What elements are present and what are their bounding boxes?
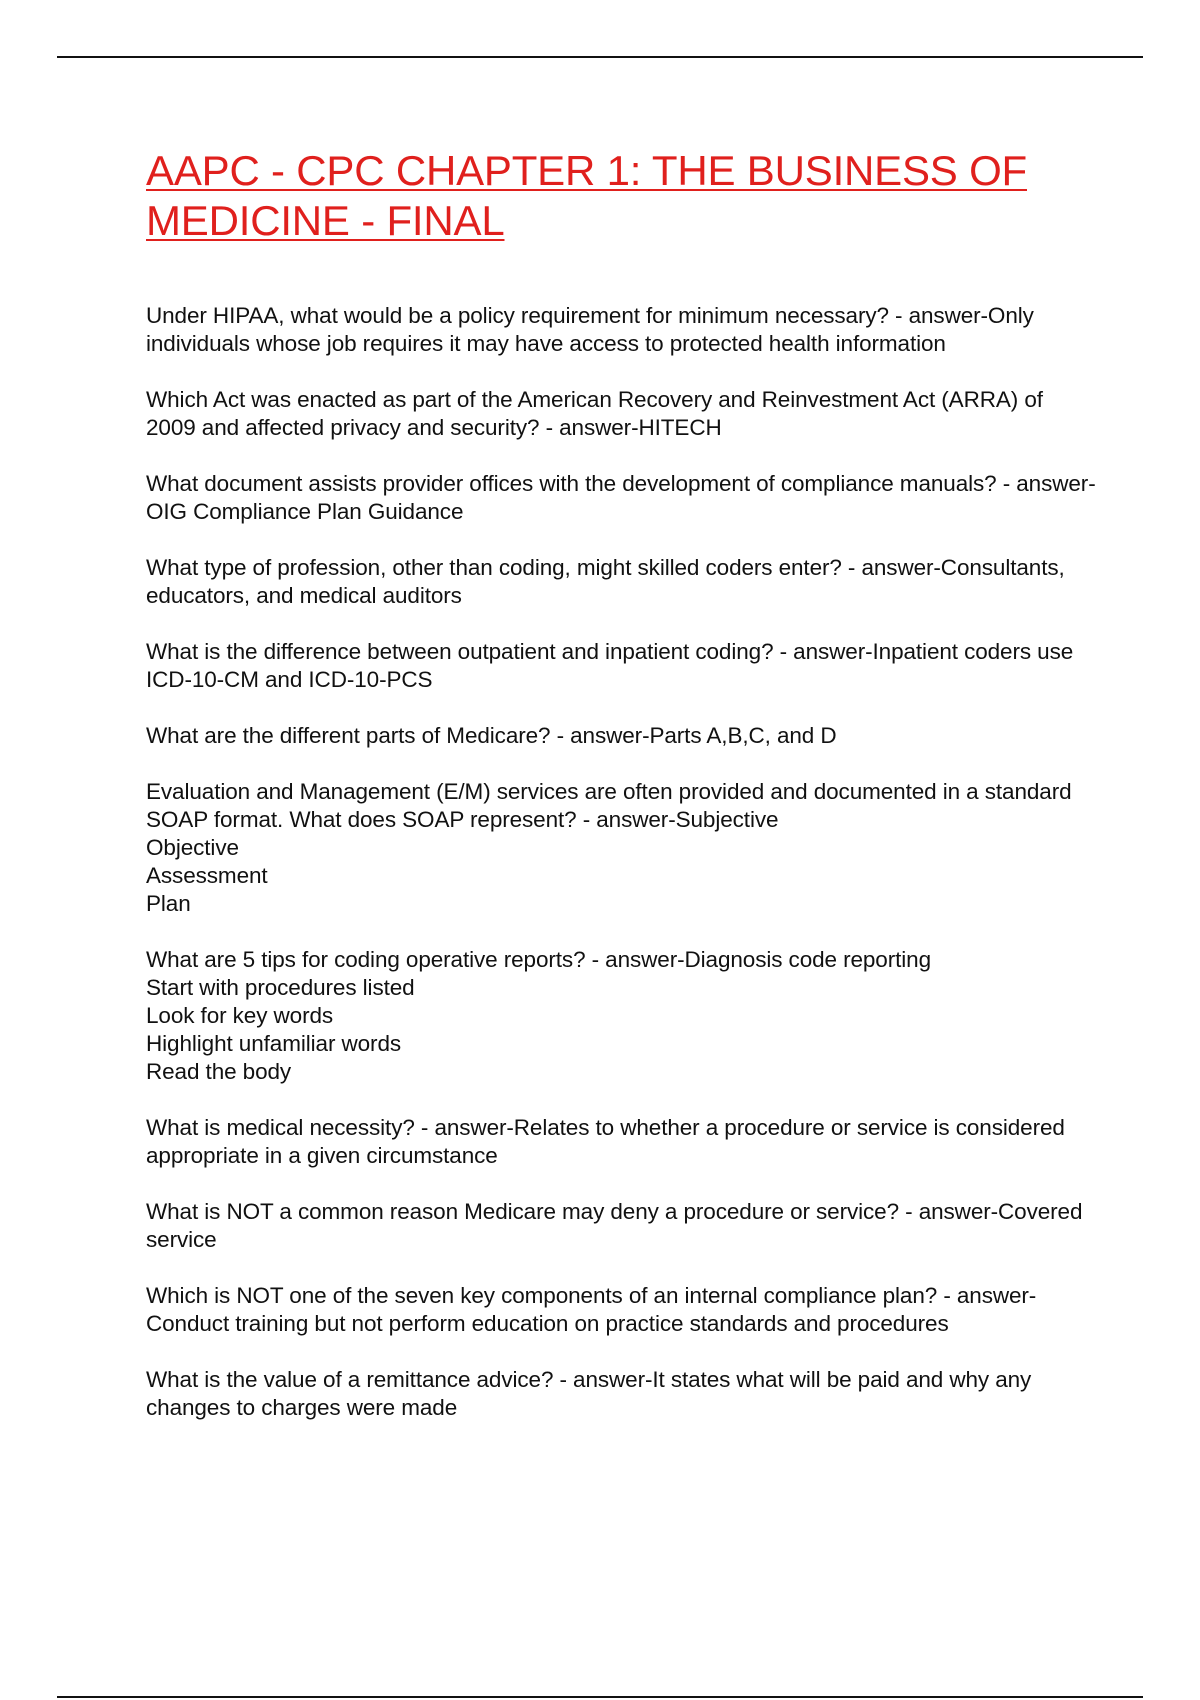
bottom-rule	[57, 1696, 1143, 1698]
qa-item: What is the difference between outpatient and inpatient coding? - answer-Inpatient coders use ICD-10-CM and ICD-10-PCS	[146, 639, 1074, 692]
qa-item: What is NOT a common reason Medicare may deny a procedure or service? - answer-Covered service	[146, 1199, 1083, 1252]
top-rule	[57, 56, 1143, 58]
qa-item: What are the different parts of Medicare? - answer-Parts A,B,C, and D	[146, 723, 837, 748]
qa-item: What document assists provider offices with the development of compliance manuals? - answer-OIG Compliance Plan Guidance	[146, 471, 1096, 524]
qa-list	[146, 302, 1096, 1422]
document-content	[146, 146, 1096, 1450]
qa-item: Which Act was enacted as part of the American Recovery and Reinvestment Act (ARRA) of 2009 and affected privacy and security? - answer-HITECH	[146, 387, 1043, 440]
qa-item: Under HIPAA, what would be a policy requirement for minimum necessary? - answer-Only individuals whose job requires it may have access to protected health information	[146, 303, 1034, 356]
qa-item: What are 5 tips for coding operative reports? - answer-Diagnosis code reporting Start with procedures listed Look for key words Highlight unfamiliar words Read the body	[146, 947, 931, 1084]
qa-item: What is the value of a remittance advice? - answer-It states what will be paid and why any changes to charges were made	[146, 1367, 1032, 1420]
qa-item: Which is NOT one of the seven key components of an internal compliance plan? - answer-Conduct training but not perform education on practice standards and procedures	[146, 1283, 1037, 1336]
qa-item: Evaluation and Management (E/M) services are often provided and documented in a standard SOAP format. What does SOAP represent? - answer-Subjective Objective Assessment Plan	[146, 779, 1072, 916]
document-title: AAPC - CPC CHAPTER 1: THE BUSINESS OF MEDICINE - FINAL	[146, 147, 1027, 244]
qa-item: What type of profession, other than coding, might skilled coders enter? - answer-Consultants, educators, and medical auditors	[146, 555, 1065, 608]
qa-item: What is medical necessity? - answer-Relates to whether a procedure or service is considered appropriate in a given circumstance	[146, 1115, 1065, 1168]
